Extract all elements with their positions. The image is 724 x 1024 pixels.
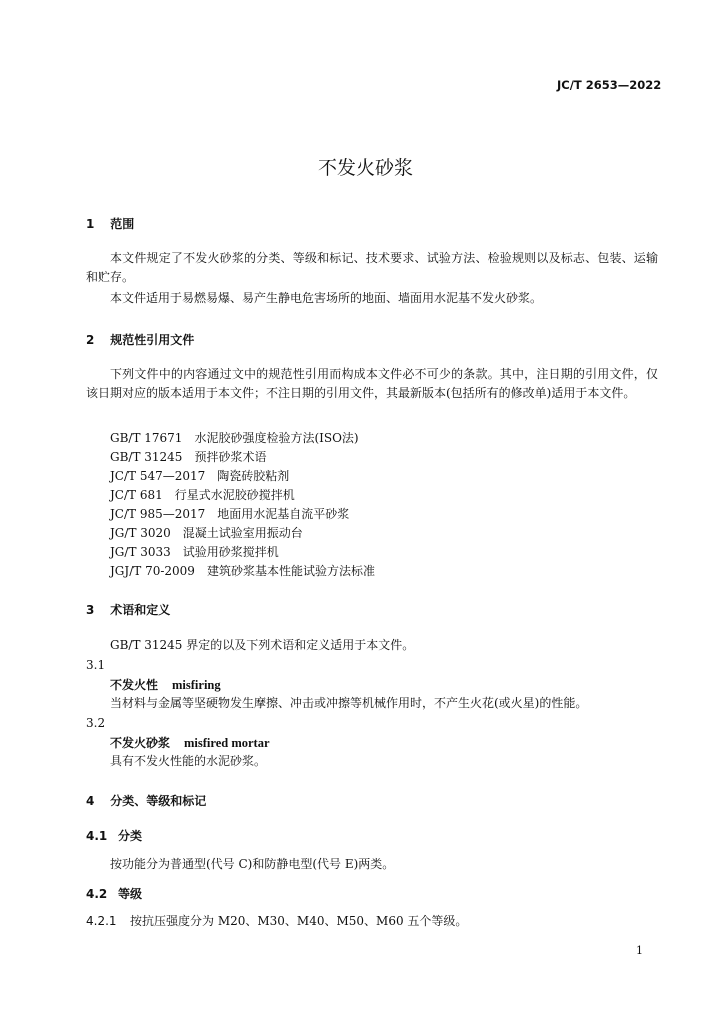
reference-item: JG/T 3020 混凝土试验室用振动台	[110, 526, 303, 540]
reference-item: JC/T 681 行星式水泥胶砂搅拌机	[110, 488, 295, 502]
reference-item: JG/T 3033 试验用砂浆搅拌机	[110, 545, 279, 559]
section-1-paragraph-2: 本文件适用于易燃易爆、易产生静电危害场所的地面、墙面用水泥基不发火砂浆。	[110, 291, 543, 305]
section-3-heading	[86, 601, 170, 618]
subsection-number: 4.1	[86, 829, 108, 843]
subsection-title: 分类	[118, 829, 143, 843]
subsection-title: 等级	[118, 887, 143, 901]
section-4-heading	[86, 792, 206, 809]
term-3-1-definition: 当材料与金属等坚硬物发生摩擦、冲击或冲擦等机械作用时，不产生火花(或火星)的性能。	[110, 696, 588, 710]
section-number: 4	[86, 794, 95, 808]
section-title: 范围	[110, 217, 135, 231]
section-2-paragraph-1: 下列文件中的内容通过文中的规范性引用而构成本文件必不可少的条款。其中，注日期的引用文件，仅该日期对应的版本适用于本文件；不注日期的引用文件，其最新版本(包括所有的修改单)适用于本文件。	[86, 367, 658, 400]
subsection-4-2-heading	[86, 885, 142, 902]
document-title: 不发火砂浆	[318, 157, 414, 179]
section-number: 2	[86, 333, 95, 347]
reference-item: JGJ/T 70-2009 建筑砂浆基本性能试验方法标准	[110, 564, 375, 578]
subsection-number: 4.2	[86, 887, 108, 901]
section-2-heading	[86, 331, 194, 348]
section-title: 术语和定义	[110, 603, 171, 617]
section-number: 3	[86, 603, 95, 617]
subsection-4-1-text: 按功能分为普通型(代号 C)和防静电型(代号 E)两类。	[110, 857, 395, 871]
subsection-4-1-heading	[86, 827, 142, 844]
reference-item: GB/T 31245 预拌砂浆术语	[110, 450, 267, 464]
clause-text: 按抗压强度分为 M20、M30、M40、M50、M60 五个等级。	[130, 914, 468, 928]
clause-4-2-1	[86, 912, 467, 930]
section-number: 1	[86, 217, 95, 231]
clause-number: 4.2.1	[86, 914, 117, 928]
section-1-paragraph-1: 本文件规定了不发火砂浆的分类、等级和标记、技术要求、试验方法、检验规则以及标志、包装、运输和贮存。	[86, 251, 658, 284]
section-title: 分类、等级和标记	[110, 794, 207, 808]
term-en: misfired mortar	[184, 736, 270, 750]
section-3-intro: GB/T 31245 界定的以及下列术语和定义适用于本文件。	[110, 638, 415, 652]
page-number: 1	[636, 944, 643, 957]
term-3-2-number: 3.2	[86, 716, 106, 730]
standard-code: JC/T 2653—2022	[557, 78, 662, 92]
term-3-1-heading	[110, 676, 221, 693]
section-1-heading	[86, 215, 134, 232]
reference-item: JC/T 547—2017 陶瓷砖胶粘剂	[110, 469, 290, 483]
term-en: misfiring	[172, 678, 221, 692]
term-zh: 不发火砂浆	[110, 736, 171, 750]
term-3-1-number: 3.1	[86, 658, 106, 672]
reference-item: GB/T 17671 水泥胶砂强度检验方法(ISO法)	[110, 431, 359, 445]
reference-item: JC/T 985—2017 地面用水泥基自流平砂浆	[110, 507, 350, 521]
term-zh: 不发火性	[110, 678, 159, 692]
term-3-2-heading	[110, 734, 270, 751]
term-3-2-definition: 具有不发火性能的水泥砂浆。	[110, 754, 267, 768]
section-title: 规范性引用文件	[110, 333, 195, 347]
